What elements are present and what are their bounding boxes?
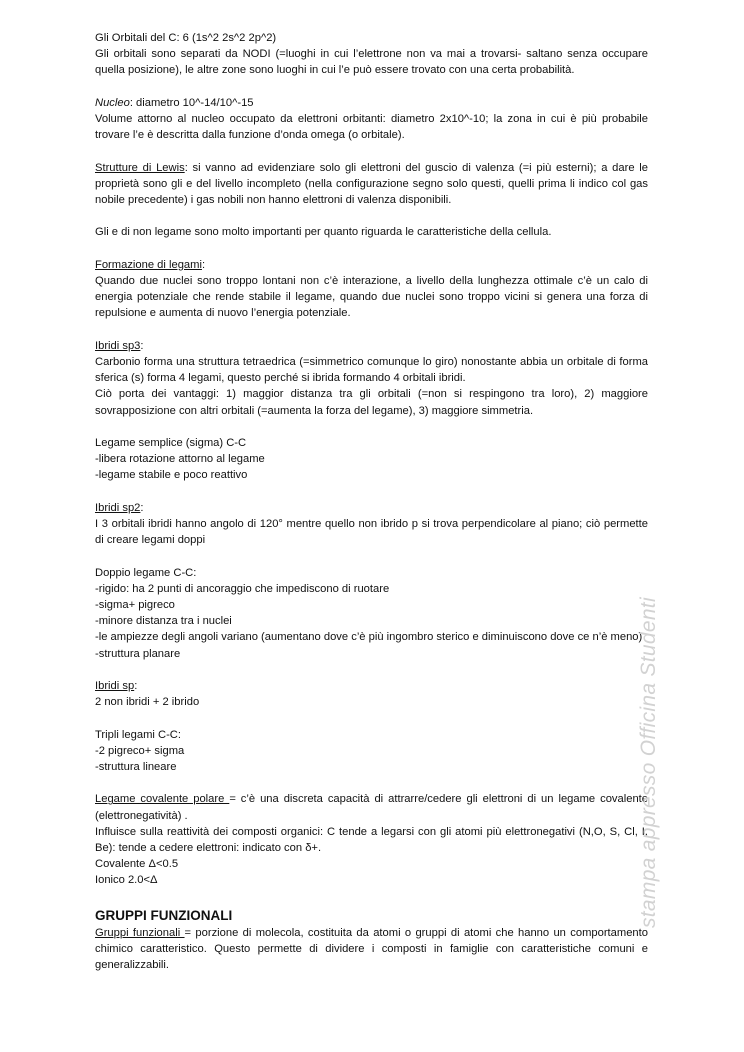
paragraph: Legame covalente polare = c’è una discreta capacità di attrarre/cedere gli elettroni di un legame covalente (elettronegatività) . [95,793,649,822]
paragraph: Ibridi sp: [95,679,138,692]
paragraph: -struttura lineare [95,760,177,773]
paragraph: Gruppi funzionali = porzione di molecola, costituita da atomi o gruppi di atomi che hanno un comportamento chimico caratteristico. Questo permette di dividere i composti in famiglie con caratteristiche comuni e generalizzabili. [95,926,648,972]
term-underlined: Formazione di legami [95,258,202,271]
paragraph: Gli e di non legame sono molto importanti per quanto riguarda le caratteristiche della cellula. [95,226,552,239]
paragraph: -minore distanza tra i nuclei [95,615,232,628]
paragraph: -legame stabile e poco reattivo [95,469,248,482]
term-underlined: Ibridi sp3 [95,339,141,352]
paragraph: Gli Orbitali del C: 6 (1s^2 2s^2 2p^2) [95,32,277,44]
paragraph: Influisce sulla reattività dei composti organici: C tende a legarsi con gli atomi più elettronegativi (N,O, S, Cl, I, Be): tende a cedere elettroni: indicato con δ+. [95,825,648,854]
section-heading: GRUPPI FUNZIONALI [95,907,233,923]
term-italic: Nucleo [95,96,130,109]
paragraph: Ibridi sp3: [95,339,144,352]
watermark [637,528,665,928]
paragraph: -sigma+ pigreco [95,598,175,611]
paragraph: -le ampiezze degli angoli variano (aumentano dove c’è più ingombro sterico e diminuiscono dove ce n’è meno) [95,631,643,644]
document-body [95,30,648,973]
paragraph: Volume attorno al nucleo occupato da elettroni orbitanti: diametro 2x10^-10; la zona in cui è più probabile trovare l’e è descritta dalla funzione d’onda omega (o orbitale). [95,113,648,142]
paragraph: Gli orbitali sono separati da NODI (=luoghi in cui l’elettrone non va mai a trovarsi- saltano senza occupare quella posizione), le altre zone sono luoghi in cui l’e può essere trovato con una certa probabilità. [95,48,648,77]
term-underlined: Gruppi funzionali [95,926,185,939]
paragraph: Strutture di Lewis: si vanno ad evidenziare solo gli elettroni del guscio di valenza (=i più esterni); a dare le proprietà sono gli e del livello incompleto (nella configurazione segno solo questi, quelli prima li indico col gas nobile precedente) i gas nobili non hanno elettroni di valenza disponibili. [95,161,648,206]
paragraph: Ionico 2.0<Δ [95,874,158,887]
paragraph: Tripli legami C-C: [95,728,181,741]
paragraph: Legame semplice (sigma) C-C [95,436,247,449]
paragraph: Formazione di legami: [95,258,206,271]
paragraph: -libera rotazione attorno al legame [95,453,265,466]
watermark-text: stampa appresso Officina Studenti [637,597,660,928]
paragraph: Ciò porta dei vantaggi: 1) maggior distanza tra gli orbitali (=non si respingono tra loro), 2) maggiore sovrapposizione con altri orbitali (=aumenta la forza del legame), 3) maggiore simmetria. [95,388,648,417]
paragraph: I 3 orbitali ibridi hanno angolo di 120° mentre quello non ibrido p si trova perpendicolare al piano; ciò permette di creare legami doppi [95,517,648,547]
paragraph: Carbonio forma una struttura tetraedrica (=simmetrico comunque lo giro) nonostante abbia un orbitale di forma sferica (s) forma 4 legami, questo perché si ibrida formando 4 orbitali ibridi. [95,355,648,385]
term-underlined: Legame covalente polare [95,793,230,806]
term-underlined: Strutture di Lewis [95,161,185,174]
paragraph: -2 pigreco+ sigma [95,744,185,757]
paragraph: -struttura planare [95,647,181,660]
paragraph: Quando due nuclei sono troppo lontani non c’è interazione, a livello della lunghezza ottimale c’è un calo di energia potenziale che rende stabile il legame, quando due nuclei sono troppo vicini si genera una forza di repulsione e aumenta di nuovo l’energia potenziale. [95,274,648,320]
paragraph: Nucleo: diametro 10^-14/10^-15 [95,96,254,109]
paragraph: -rigido: ha 2 punti di ancoraggio che impediscono di ruotare [95,582,390,595]
paragraph: 2 non ibridi + 2 ibrido [95,696,200,709]
paragraph: Covalente Δ<0.5 [95,858,179,871]
term-underlined: Ibridi sp [95,679,135,692]
paragraph: Doppio legame C-C: [95,566,197,579]
paragraph: Ibridi sp2: [95,501,144,514]
term-underlined: Ibridi sp2 [95,501,141,514]
